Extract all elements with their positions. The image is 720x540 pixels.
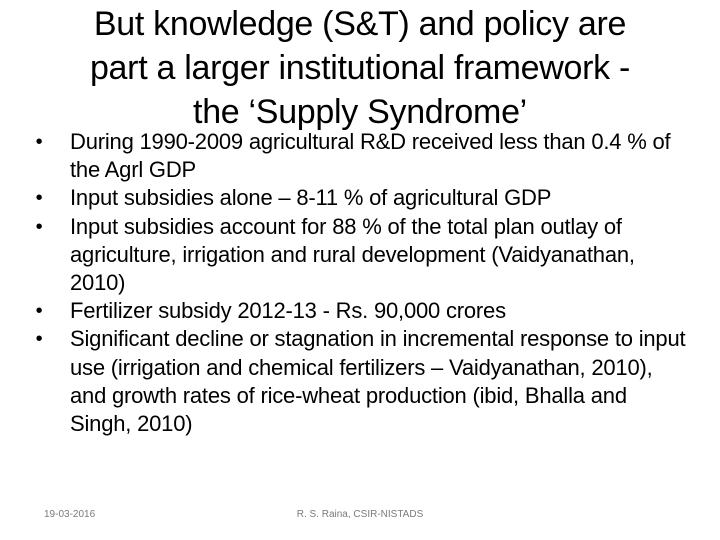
bullet-icon: •	[35, 300, 43, 323]
bullet-item	[28, 297, 688, 325]
bullet-item	[28, 213, 688, 298]
bullet-item	[28, 184, 688, 212]
bullet-text: During 1990-2009 agricultural R&D received less than 0.4 % of the Agrl GDP	[70, 129, 671, 183]
bullet-item	[28, 128, 688, 184]
bullet-text: Significant decline or stagnation in incremental response to input use (irrigation and chemical fertilizers – Vaidyanathan, 2010), and growth rates of rice-wheat production (ibid, Bhalla and Singh, 2010)	[70, 326, 686, 437]
title-line: the ‘Supply Syndrome’	[193, 93, 527, 131]
title-line: part a larger institutional framework -	[89, 49, 631, 87]
bullet-icon: •	[35, 187, 43, 210]
bullet-icon: •	[35, 215, 43, 238]
title-line: But knowledge (S&T) and policy are	[93, 5, 627, 43]
bullet-text: Input subsidies alone – 8-11 % of agricultural GDP	[70, 185, 552, 211]
bullet-item	[28, 325, 688, 438]
slide-title	[30, 2, 690, 134]
bullet-icon: •	[35, 328, 43, 351]
bullet-list	[28, 128, 688, 438]
footer-author: R. S. Raina, CSIR-NISTADS	[296, 509, 424, 520]
bullet-icon: •	[35, 131, 43, 153]
footer-date: 19-03-2016	[44, 509, 96, 520]
bullet-text: Fertilizer subsidy 2012-13 - Rs. 90,000 crores	[70, 298, 506, 324]
bullet-text: Input subsidies account for 88 % of the total plan outlay of agriculture, irrigation and rural development (Vaidyanathan, 2010)	[70, 213, 635, 296]
